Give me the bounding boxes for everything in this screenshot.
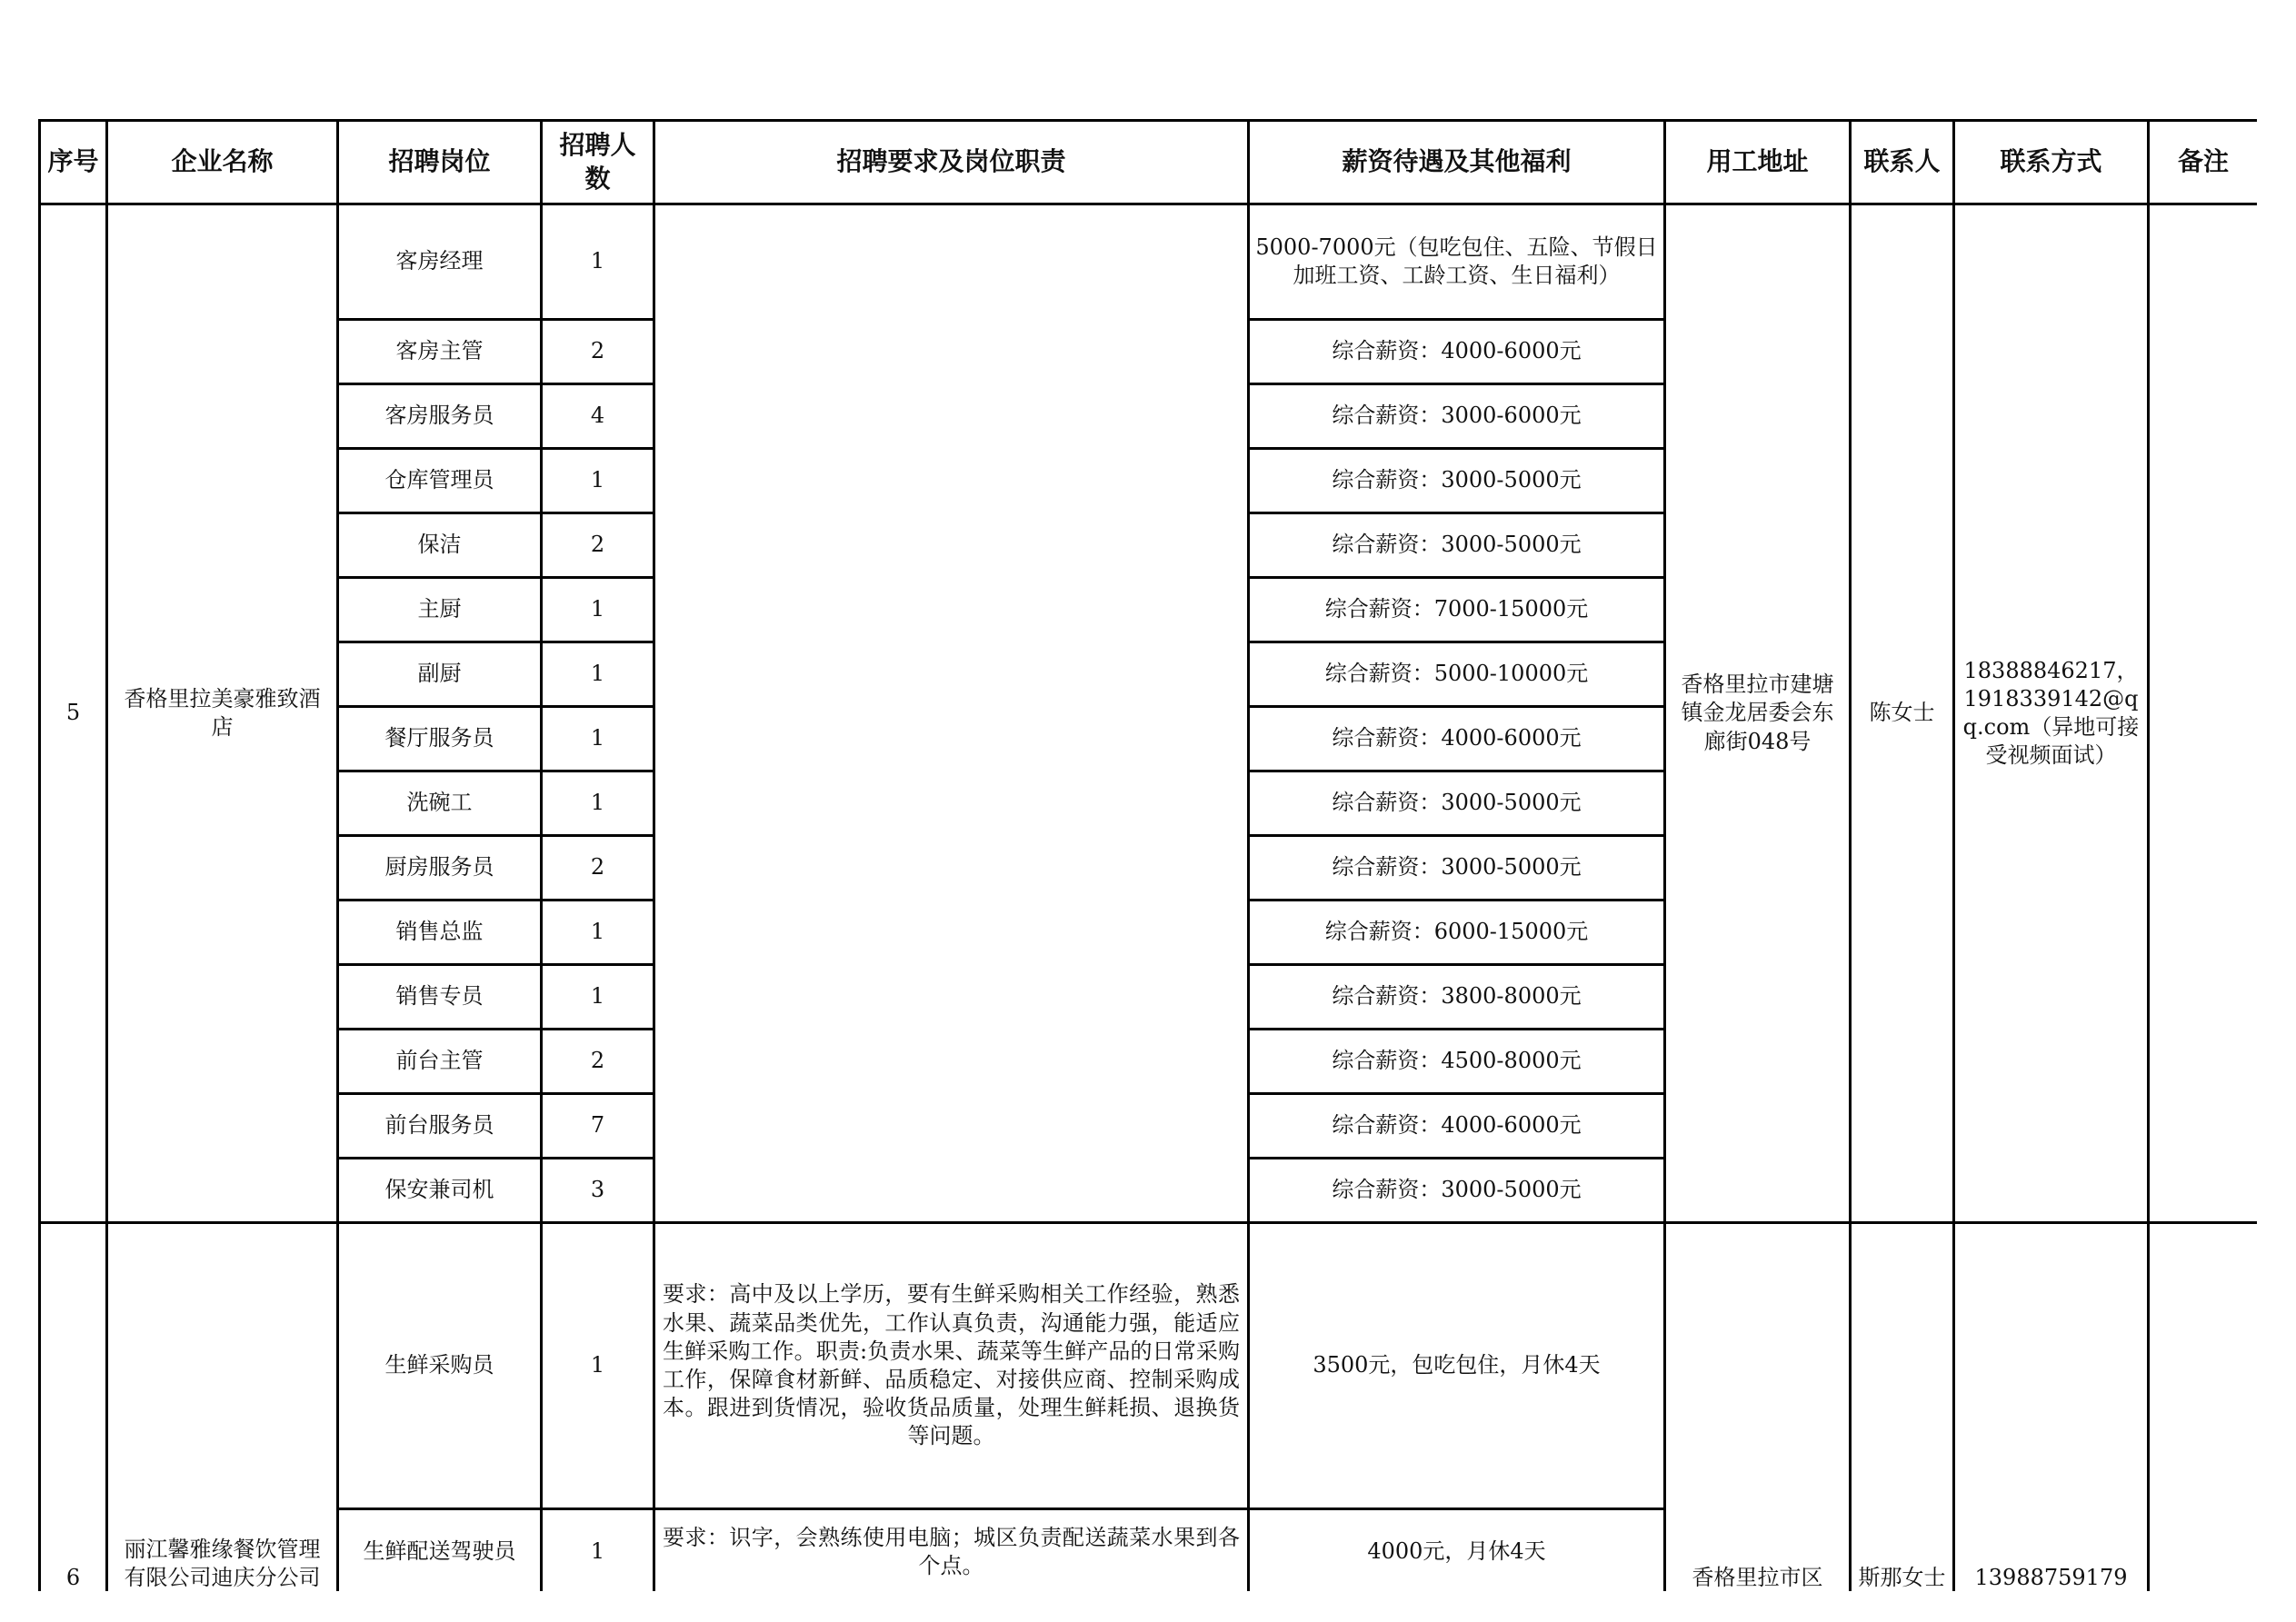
job-title: 副厨 (338, 642, 542, 707)
job-title: 销售专员 (338, 965, 542, 1030)
header-company: 企业名称 (107, 121, 338, 204)
job-count: 1 (542, 578, 654, 642)
job-salary: 综合薪资：4500-8000元 (1249, 1030, 1665, 1094)
job-count: 7 (542, 1094, 654, 1159)
job-salary: 综合薪资：4000-6000元 (1249, 1094, 1665, 1159)
job-title: 仓库管理员 (338, 449, 542, 513)
contact-person: 斯那女士 (1851, 1223, 1954, 1592)
job-title: 主厨 (338, 578, 542, 642)
job-count: 1 (542, 965, 654, 1030)
job-count: 1 (542, 449, 654, 513)
job-salary: 综合薪资：5000-10000元 (1249, 642, 1665, 707)
job-title: 保安兼司机 (338, 1159, 542, 1223)
job-requirements: 要求：高中及以上学历，要有生鲜采购相关工作经验，熟悉水果、蔬菜品类优先，工作认真负责，沟通能力强，能适应生鲜采购工作。职责:负责水果、蔬菜等生鲜产品的日常采购工作，保障食材新鲜、品质稳定、对接供应商、控制采购成本。跟进到货情况，验收货品质量，处理生鲜耗损、退换货等问题。 (654, 1223, 1249, 1509)
job-count: 4 (542, 384, 654, 449)
job-salary: 综合薪资：3000-6000元 (1249, 384, 1665, 449)
header-salary: 薪资待遇及其他福利 (1249, 121, 1665, 204)
header-phone: 联系方式 (1954, 121, 2149, 204)
job-salary: 综合薪资：4000-6000元 (1249, 707, 1665, 771)
job-salary: 综合薪资：3000-5000元 (1249, 771, 1665, 836)
job-salary: 综合薪资：3000-5000元 (1249, 513, 1665, 578)
header-position: 招聘岗位 (338, 121, 542, 204)
contact-phone: 13988759179 (1954, 1223, 2149, 1592)
job-salary: 4000元，月休4天 (1249, 1509, 1665, 1592)
job-title: 生鲜采购员 (338, 1223, 542, 1509)
job-title: 前台服务员 (338, 1094, 542, 1159)
recruitment-table (38, 119, 2257, 1591)
job-title: 客房服务员 (338, 384, 542, 449)
job-title: 客房经理 (338, 204, 542, 320)
note (2149, 1223, 2258, 1592)
job-count: 1 (542, 204, 654, 320)
header-note: 备注 (2149, 121, 2258, 204)
job-count: 2 (542, 1030, 654, 1094)
job-title: 生鲜配送驾驶员 (338, 1509, 542, 1592)
job-salary: 5000-7000元（包吃包住、五险、节假日加班工资、工龄工资、生日福利） (1249, 204, 1665, 320)
header-no: 序号 (40, 121, 107, 204)
header-count: 招聘人数 (542, 121, 654, 204)
job-requirements: 要求：识字，会熟练使用电脑；城区负责配送蔬菜水果到各个点。 (654, 1509, 1249, 1592)
header-requirements: 招聘要求及岗位职责 (654, 121, 1249, 204)
job-salary: 综合薪资：3800-8000元 (1249, 965, 1665, 1030)
recruitment-sheet (38, 119, 2257, 1591)
job-title: 洗碗工 (338, 771, 542, 836)
job-count: 3 (542, 1159, 654, 1223)
contact-phone: 18388846217，1918339142@qq.com（异地可接受视频面试） (1954, 204, 2149, 1223)
job-salary: 综合薪资：4000-6000元 (1249, 320, 1665, 384)
job-salary: 综合薪资：3000-5000元 (1249, 836, 1665, 901)
header-address: 用工地址 (1665, 121, 1851, 204)
table-row (40, 1223, 2258, 1509)
job-title: 前台主管 (338, 1030, 542, 1094)
work-address: 香格里拉市区 (1665, 1223, 1851, 1592)
job-title: 厨房服务员 (338, 836, 542, 901)
company-no: 5 (40, 204, 107, 1223)
header-contact: 联系人 (1851, 121, 1954, 204)
job-count: 1 (542, 901, 654, 965)
job-salary: 综合薪资：6000-15000元 (1249, 901, 1665, 965)
contact-person: 陈女士 (1851, 204, 1954, 1223)
job-count: 1 (542, 1509, 654, 1592)
job-salary: 综合薪资：3000-5000元 (1249, 1159, 1665, 1223)
job-count: 1 (542, 1223, 654, 1509)
job-salary: 3500元，包吃包住，月休4天 (1249, 1223, 1665, 1509)
job-count: 2 (542, 836, 654, 901)
job-title: 客房主管 (338, 320, 542, 384)
company-no: 6 (40, 1223, 107, 1592)
job-title: 销售总监 (338, 901, 542, 965)
work-address: 香格里拉市建塘镇金龙居委会东廊街048号 (1665, 204, 1851, 1223)
company-name: 香格里拉美豪雅致酒店 (107, 204, 338, 1223)
job-title: 保洁 (338, 513, 542, 578)
table-row (40, 204, 2258, 320)
note (2149, 204, 2258, 1223)
job-count: 1 (542, 707, 654, 771)
job-requirements (654, 204, 1249, 1223)
header-row (40, 121, 2258, 204)
job-salary: 综合薪资：7000-15000元 (1249, 578, 1665, 642)
job-salary: 综合薪资：3000-5000元 (1249, 449, 1665, 513)
job-count: 2 (542, 320, 654, 384)
company-name: 丽江馨雅缘餐饮管理有限公司迪庆分公司 (107, 1223, 338, 1592)
job-count: 1 (542, 771, 654, 836)
job-title: 餐厅服务员 (338, 707, 542, 771)
job-count: 1 (542, 642, 654, 707)
job-count: 2 (542, 513, 654, 578)
